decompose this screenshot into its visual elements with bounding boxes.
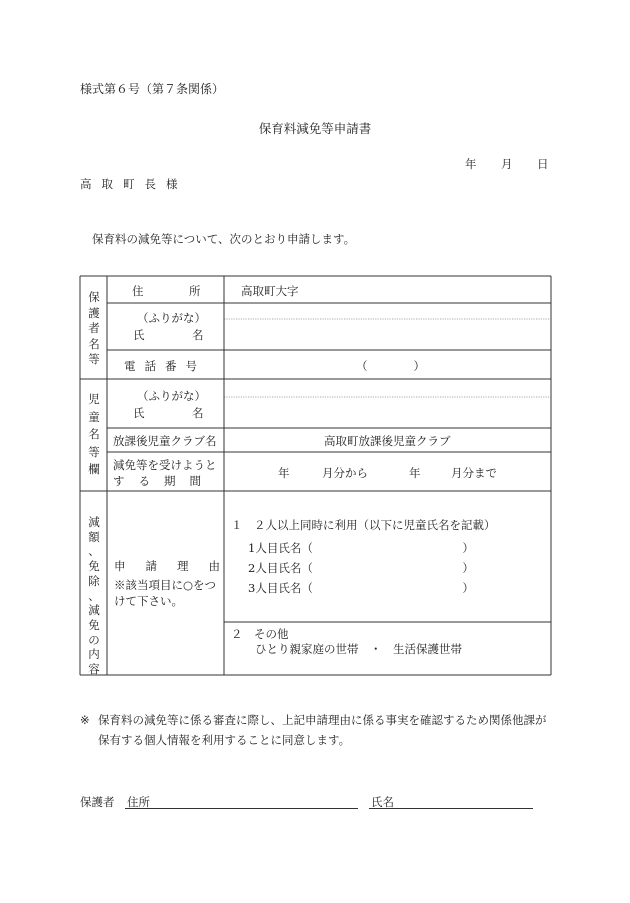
option1-child3-name[interactable]: 3人目氏名（ ） xyxy=(248,581,474,595)
consent-note-text: 保育料の減免等に係る審査に際し、上記申請理由に係る事実を確認するため関係他課が保有する個人情報を利用することに同意します。 xyxy=(98,713,547,747)
consent-note-mark: ※ xyxy=(80,713,90,727)
guardian-address-value[interactable]: 高取町大字 xyxy=(241,284,299,298)
signature-name-line[interactable] xyxy=(369,808,533,809)
period-to-month[interactable]: 月分まで xyxy=(451,466,497,480)
period-label-line2: する期間 xyxy=(113,474,215,488)
child-section-heading: 児 童 名 等 欄 xyxy=(88,392,100,477)
period-from-month[interactable]: 月分から xyxy=(322,466,368,480)
guardian-phone-label: 電話番号 xyxy=(124,359,206,373)
guardian-phone-field[interactable]: （ ） xyxy=(356,359,425,373)
date-year-label: 年 xyxy=(465,157,477,171)
reason-label: 申請理由 xyxy=(114,559,240,573)
reason-option-1[interactable]: １ ２人以上同時に利用（以下に児童氏名を記載） xyxy=(231,518,496,532)
signature-address-label: 住所 xyxy=(127,795,150,809)
guardian-name-field[interactable] xyxy=(226,320,550,349)
child-furigana-label: （ふりがな） xyxy=(137,389,206,403)
guardian-section-heading: 保 護 者 名 等 xyxy=(88,290,100,367)
form-number: 様式第６号（第７条関係） xyxy=(80,82,225,96)
period-to-year[interactable]: 年 xyxy=(409,466,421,480)
reason-note-line2: けて下さい。 xyxy=(114,594,183,608)
date-day-label: 日 xyxy=(537,157,549,171)
reason-section-heading: 減 額 、 免 除 、 減 免 の 内 容 xyxy=(88,515,100,677)
guardian-address-label: 住 xyxy=(132,284,144,298)
child-name-field[interactable] xyxy=(226,398,550,427)
intro-text: 保育料の減免等について、次のとおり申請します。 xyxy=(92,232,356,246)
guardian-furigana-label: （ふりがな） xyxy=(137,311,206,325)
guardian-address-label-2: 所 xyxy=(189,284,201,298)
guardian-name-label-2: 名 xyxy=(192,328,204,342)
signature-name-label: 氏名 xyxy=(371,795,394,809)
club-name-value: 高取町放課後児童クラブ xyxy=(324,434,451,448)
signature-guardian-label: 保護者 xyxy=(80,795,115,809)
child-name-label-2: 名 xyxy=(192,406,204,420)
date-month-label: 月 xyxy=(501,157,513,171)
club-name-label: 放課後児童クラブ名 xyxy=(113,434,217,448)
period-label-line1: 減免等を受けようと xyxy=(113,458,217,472)
reason-note-line1: ※該当項目に○をつ xyxy=(114,578,217,592)
addressee: 高取町長様 xyxy=(80,177,188,191)
guardian-name-label: 氏 xyxy=(133,328,145,342)
option1-child1-name[interactable]: 1人目氏名（ ） xyxy=(248,541,474,555)
child-name-label: 氏 xyxy=(133,406,145,420)
reason-option-2[interactable]: ２ その他 xyxy=(231,627,289,641)
option2-detail[interactable]: ひとり親家庭の世帯 ・ 生活保護世帯 xyxy=(255,642,462,656)
form-title: 保育料減免等申請書 xyxy=(258,121,372,136)
period-from-year[interactable]: 年 xyxy=(278,466,290,480)
signature-address-line[interactable] xyxy=(125,808,358,809)
option1-child2-name[interactable]: 2人目氏名（ ） xyxy=(248,561,474,575)
